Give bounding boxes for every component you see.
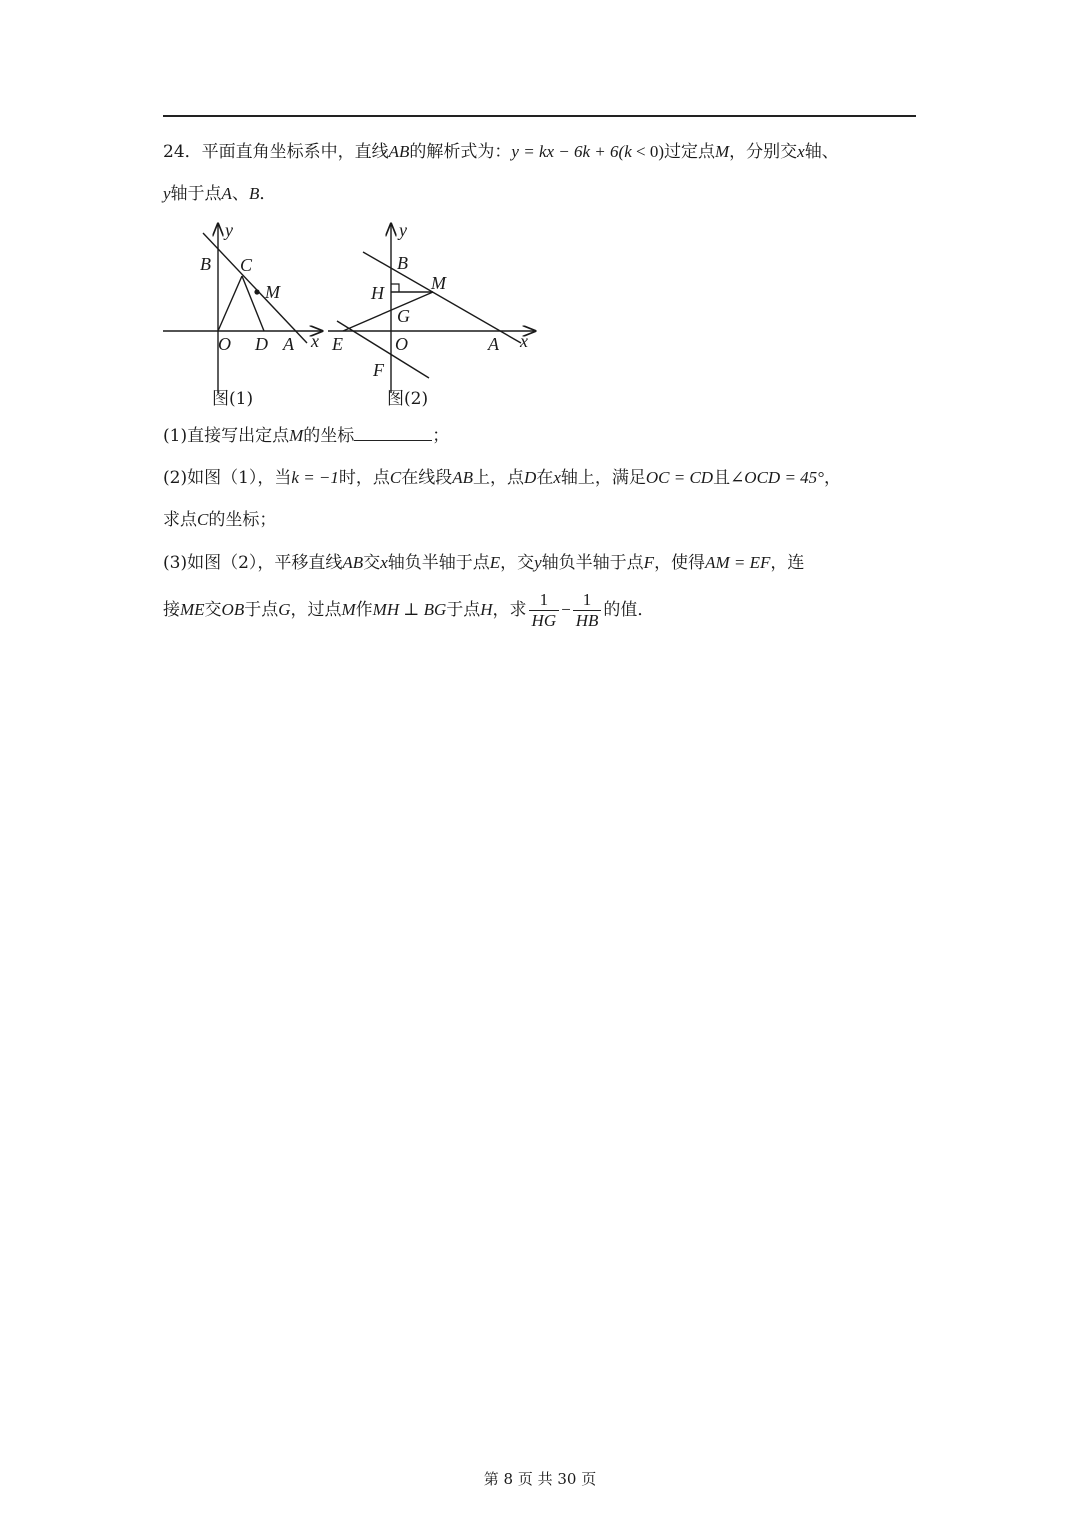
point-m: M	[714, 142, 730, 161]
q3-segment-ob: OB	[221, 600, 245, 619]
q2-equation: OC = CD	[645, 468, 714, 487]
fig2-label-e: E	[332, 334, 343, 354]
fig1-label-c: C	[240, 255, 253, 275]
fig1-caption: 图(1)	[212, 389, 254, 409]
q3-axis-x: x	[380, 553, 388, 572]
stem-sep: 、	[231, 184, 249, 204]
q1-prefix: (1)直接写出定点	[163, 426, 290, 446]
fig1-segment-cd	[242, 276, 264, 331]
point-b: B	[248, 184, 260, 203]
q2-segment-ab: AB	[452, 468, 474, 487]
q2-t1: 时，点	[338, 468, 390, 488]
question-2-line-1	[163, 466, 841, 490]
q3-point-f: F	[643, 553, 655, 572]
stem-text-1: 平面直角坐标系中，直线	[201, 142, 389, 162]
fig2-line-ab	[363, 252, 521, 343]
q3-point-h: H	[480, 600, 493, 619]
q3-point-g: G	[278, 600, 291, 619]
line-name-ab: AB	[388, 142, 410, 161]
fig2-label-f: F	[373, 360, 384, 380]
fig2-label-a: A	[488, 334, 499, 354]
q2-point-c-2: C	[197, 510, 209, 529]
q3-axis-y: y	[534, 553, 542, 572]
q1-answer-blank[interactable]	[354, 424, 432, 441]
q3-l2-b: 交	[204, 600, 222, 620]
q2-point-d: D	[524, 468, 537, 487]
q3-l2-f: 于点	[446, 600, 481, 620]
question-3-line-2	[163, 588, 654, 632]
q3-l2-e: 作	[355, 600, 373, 620]
q3-l2-h: 的值．	[603, 600, 655, 620]
q1-suffix: 的坐标	[303, 426, 355, 446]
fig2-label-h: H	[371, 283, 384, 303]
fig1-label-d: D	[255, 334, 268, 354]
header-rule	[163, 115, 916, 117]
q3-fraction-2	[573, 590, 602, 631]
axis-y: y	[163, 184, 171, 203]
q3-frac2-denominator: HB	[575, 611, 599, 630]
equation-k: k	[624, 142, 632, 161]
fig1-label-m: M	[265, 282, 280, 302]
fig2-label-y: y	[399, 220, 407, 240]
fig1-label-y: y	[225, 220, 233, 240]
fig2-label-m: M	[431, 273, 446, 293]
q1-end: ；	[432, 426, 450, 446]
q3-t3: ，交	[500, 553, 535, 573]
q2-t2: 在线段	[401, 468, 453, 488]
q3-line-ab: AB	[342, 553, 364, 572]
fig2-segment-me	[343, 292, 433, 331]
q3-t1: 交	[363, 553, 381, 573]
figure-1-diagram	[160, 218, 340, 413]
axis-x: x	[797, 142, 805, 161]
fig2-label-b: B	[397, 253, 408, 273]
q3-frac1-denominator: HG	[531, 611, 557, 630]
q2-t3: 上，点	[473, 468, 525, 488]
stem-text-4: ，分别交	[729, 142, 798, 162]
question-2-line-2	[163, 508, 276, 532]
q3-l2-a: 接	[163, 600, 180, 620]
fig1-segment-oc	[218, 276, 242, 331]
figure-2	[325, 218, 540, 417]
fig1-label-o: O	[218, 334, 231, 354]
figure-1	[160, 218, 340, 417]
fig2-label-g: G	[397, 306, 410, 326]
stem-text-2: 的解析式为：	[409, 142, 512, 162]
q2-t5: 轴上，满足	[560, 468, 646, 488]
problem-number: 24．	[163, 142, 202, 162]
q3-segment-me: ME	[180, 600, 205, 619]
problem-stem-line-1	[163, 140, 839, 164]
q3-fraction-1	[529, 590, 560, 631]
q2-line2: 求点	[163, 510, 197, 530]
q3-minus: −	[561, 600, 571, 619]
q2-t4: 在	[536, 468, 554, 488]
question-3-line-1	[163, 551, 804, 575]
q2-k-value: k = −1	[291, 468, 339, 487]
fig1-label-a: A	[283, 334, 294, 354]
q2-angle: ∠OCD = 45°	[730, 468, 824, 487]
q3-l2-c: 于点	[244, 600, 279, 620]
q3-equation: AM = EF	[705, 553, 771, 572]
q3-point-m: M	[341, 600, 356, 619]
q3-perpendicular: MH ⊥ BG	[372, 600, 447, 619]
q1-point-m: M	[289, 426, 304, 445]
q2-line2-end: 的坐标；	[208, 510, 277, 530]
fig2-caption: 图(2)	[387, 389, 429, 409]
q3-t6: ，连	[770, 553, 805, 573]
stem-period: ．	[259, 184, 277, 204]
q2-axis-x: x	[553, 468, 561, 487]
equation: y = kx − 6k + 6(	[511, 142, 625, 161]
point-a: A	[221, 184, 232, 203]
equation-condition: < 0)	[631, 142, 664, 161]
q3-t4: 轴负半轴于点	[541, 553, 644, 573]
q3-t2: 轴负半轴于点	[387, 553, 490, 573]
fig2-right-angle-mark	[391, 284, 399, 292]
q3-l2-d: ，过点	[290, 600, 342, 620]
q2-t7: ，	[823, 468, 841, 488]
q2-point-c: C	[389, 468, 402, 487]
q3-prefix: (3)如图（2），平移直线	[163, 553, 343, 573]
fig1-point-m	[254, 289, 259, 294]
figure-2-diagram	[325, 218, 540, 413]
stem-text-3: 过定点	[663, 142, 715, 162]
q3-frac1-numerator: 1	[529, 590, 560, 611]
q3-frac2-numerator: 1	[573, 590, 602, 611]
q3-point-e: E	[489, 553, 501, 572]
q2-prefix: (2)如图（1），当	[163, 468, 292, 488]
fig1-label-x: x	[311, 331, 319, 351]
fig2-label-o: O	[395, 334, 408, 354]
fig2-label-x: x	[520, 331, 528, 351]
q3-t5: ，使得	[654, 553, 706, 573]
q2-t6: 且	[713, 468, 731, 488]
page-footer: 第 8 页 共 30 页	[483, 1470, 597, 1488]
stem-text-5: 轴、	[804, 142, 839, 162]
q3-l2-g: ，求	[492, 600, 527, 620]
stem-text-6: 轴于点	[170, 184, 222, 204]
question-1	[163, 424, 449, 448]
problem-stem-line-2	[163, 182, 276, 206]
fig1-label-b: B	[200, 254, 211, 274]
